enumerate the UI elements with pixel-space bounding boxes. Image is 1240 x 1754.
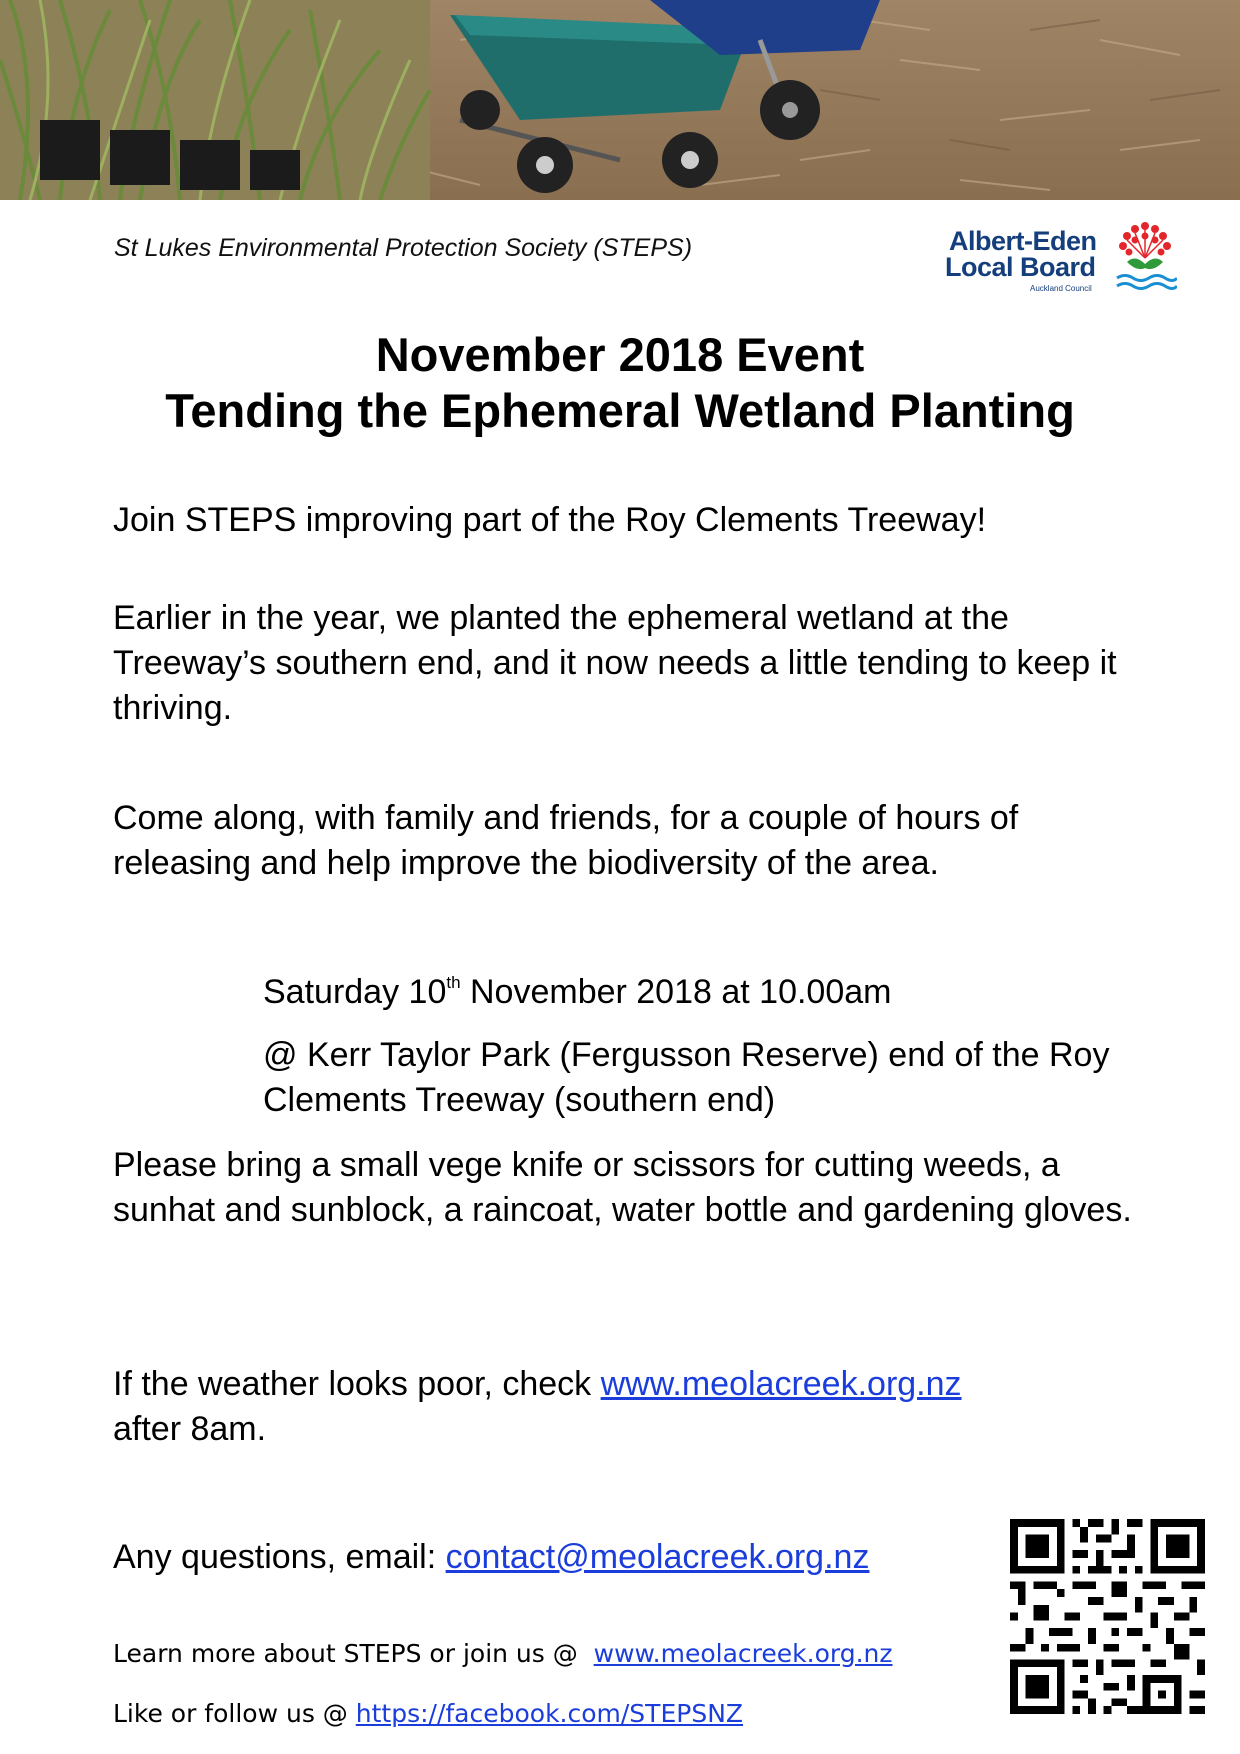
weather-prefix: If the weather looks poor, check [113,1365,601,1403]
pohutukawa-flower-icon [1113,218,1177,296]
event-date-suffix: November 2018 at 10.00am [460,973,892,1011]
logo-line1: Albert-Eden [949,226,1097,256]
intro-paragraph: Join STEPS improving part of the Roy Clements Treeway! [113,501,987,539]
weather-paragraph [113,1362,1143,1452]
contact-email-link[interactable]: contact@meolacreek.org.nz [445,1538,870,1576]
weather-website-link[interactable]: www.meolacreek.org.nz [600,1365,962,1403]
learn-more-line [113,1638,893,1670]
follow-line [113,1698,743,1730]
logo-sub: Auckland Council [1030,284,1092,293]
event-date [263,970,1143,1015]
website-link[interactable]: www.meolacreek.org.nz [593,1639,893,1668]
wheelbarrows-on-grass-photo [0,0,1240,200]
logo-line2: Local Board [945,252,1096,282]
event-title: November 2018 Event [375,328,865,381]
albert-eden-local-board-logo [945,218,1177,296]
questions-paragraph [113,1535,1143,1580]
event-date-prefix: Saturday 10 [263,973,447,1011]
event-location: @ Kerr Taylor Park (Fergusson Reserve) end of the Roy Clements Treeway (southern end) [263,1036,1110,1119]
weather-suffix: after 8am. [113,1410,267,1448]
follow-prefix: Like or follow us @ [113,1699,356,1728]
learn-more-prefix: Learn more about STEPS or join us @ [113,1639,594,1668]
event-subtitle: Tending the Ephemeral Wetland Planting [165,384,1075,437]
bring-paragraph: Please bring a small vege knife or scissors for cutting weeds, a sunhat and sunblock, a raincoat, water bottle and gardening gloves. [113,1146,1132,1229]
come-along-paragraph: Come along, with family and friends, for a couple of hours of releasing and help improve the biodiversity of the area. [113,799,1019,882]
qr-code-icon[interactable] [1010,1518,1205,1715]
org-name: St Lukes Environmental Protection Society (STEPS) [114,234,693,262]
questions-prefix: Any questions, email: [113,1538,446,1576]
facebook-link[interactable]: https://facebook.com/STEPSNZ [355,1699,744,1728]
earlier-paragraph: Earlier in the year, we planted the ephemeral wetland at the Treeway’s southern end, and it now needs a little tending to keep it thriving. [113,599,1117,727]
event-date-ordinal: th [446,972,461,992]
header-photo [0,0,1240,200]
